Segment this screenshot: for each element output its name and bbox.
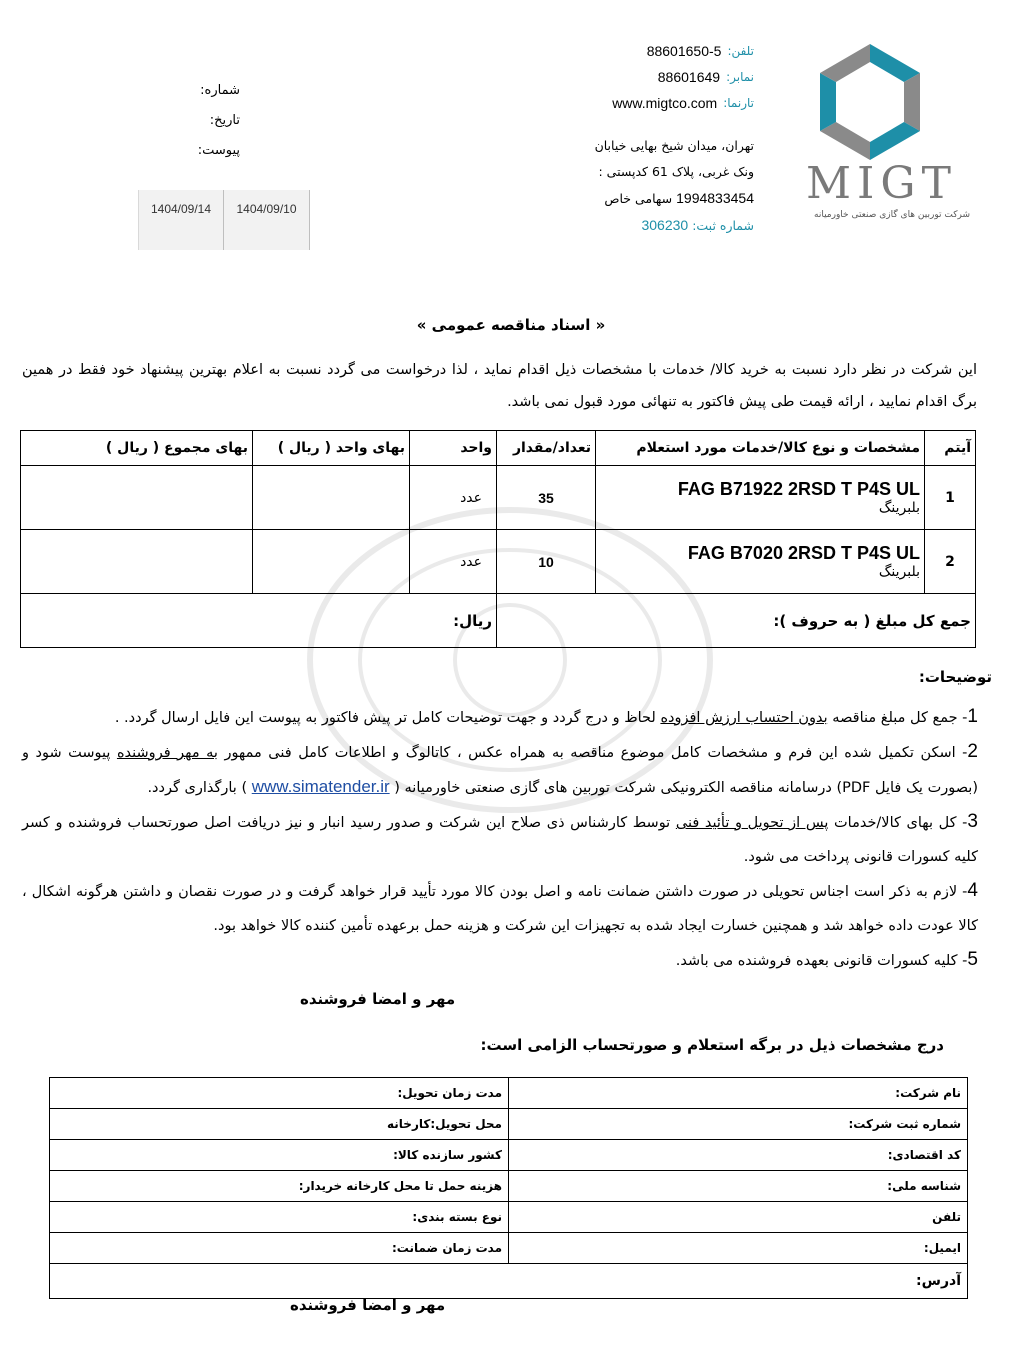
currency-label[interactable]: ریال:: [21, 594, 497, 648]
note-number: 5: [967, 949, 978, 970]
phone-label: تلفن:: [727, 44, 754, 58]
info-row: [50, 1140, 968, 1171]
fax-label: نمابر:: [726, 70, 754, 84]
note-underline: به مهر فروشنده: [116, 745, 218, 761]
note-text: - اسکن تکمیل شده این فرم و مشخصات کامل موضوع مناقصه به همراه عکس ، کاتالوگ و اطلاعات کامل فنی ممهور: [217, 745, 968, 761]
info-field-left[interactable]: مدت زمان ضمانت:: [50, 1233, 509, 1264]
notes-list: [22, 700, 978, 978]
attachment-label: پیوست:: [197, 143, 240, 158]
row-desc: بلبرینگ: [878, 500, 920, 516]
row-total-price-cell[interactable]: [21, 466, 253, 530]
date-value-1: 1404/09/14: [138, 190, 224, 250]
company-logo: [800, 30, 990, 230]
fax-value: 88601649: [657, 69, 721, 85]
note-text: - لازم به ذکر است اجناس تحویلی در صورت داشتن ضمانت نامه و اصل بودن کالا مورد تأیید قرار خواهد گرفت و در صورت نقصان و داشتن هرگونه اشکال ، کالا عودت داده خواهد شد و همچنین خسارت ایجاد شده به تجهیزات این شرکت و هزینه حمل برعهده تأمین کننده کالا خواهد بود.: [22, 884, 978, 934]
page-title: « اسناد مناقصه عمومی »: [416, 316, 606, 334]
info-field-right[interactable]: ایمیل:: [509, 1233, 968, 1264]
note-number: 2: [967, 741, 978, 762]
row-qty: 10: [497, 530, 596, 594]
info-field-left[interactable]: محل تحویل:کارخانه: [50, 1109, 509, 1140]
website-label: تارنما:: [723, 96, 754, 110]
note-2: [22, 735, 978, 805]
intro-text: این شرکت در نظر دارد نسبت به خرید کالا/ خدمات با مشخصات ذیل اقدام نماید ، لذا درخواست می گردد نسبت به اعلام بهترین پیشنهاد خود فقط در همین برگ اقدام نمایید ، ارائه قیمت طی پیش فاکتور به تنهائی مورد قبول نمی باشد.: [22, 362, 977, 410]
header-unit: واحد: [410, 431, 497, 466]
info-row: [50, 1233, 968, 1264]
table-row: [21, 530, 976, 594]
logo-text: MIGT: [806, 158, 957, 209]
row-desc: بلبرینگ: [878, 564, 920, 580]
note-text: ) بارگذاری گردد.: [147, 780, 252, 796]
info-field-right[interactable]: تلفن: [509, 1202, 968, 1233]
header-total-price: بهای مجموع ( ریال ): [21, 431, 253, 466]
info-field-left[interactable]: مدت زمان تحویل:: [50, 1078, 509, 1109]
date-label: تاریخ:: [209, 113, 240, 128]
meta-labels: [160, 76, 240, 166]
info-field-right[interactable]: کد اقتصادی:: [509, 1140, 968, 1171]
row-unit: عدد: [410, 466, 497, 530]
info-field-right[interactable]: شماره ثبت شرکت:: [509, 1109, 968, 1140]
logo-subtitle: شرکت توربین های گازی صنعتی خاورمیانه: [814, 210, 970, 220]
note-number: 1: [967, 706, 978, 727]
note-number: 4: [967, 880, 978, 901]
table-row: [21, 466, 976, 530]
info-field-left[interactable]: نوع بسته بندی:: [50, 1202, 509, 1233]
postal-code: 1994833454: [676, 190, 754, 206]
row-code: FAG B71922 2RSD T P4S UL: [677, 479, 920, 499]
total-row: [21, 594, 976, 648]
info-field-left[interactable]: هزینه حمل تا محل کارخانه خریدار:: [50, 1171, 509, 1202]
seller-stamp-label-bottom: مهر و امضا فروشنده: [290, 1296, 446, 1314]
address-field[interactable]: آدرس:: [50, 1264, 968, 1299]
address-line-2: ونک غربی، پلاک 61 کدپستی :: [598, 164, 754, 179]
header-item: آیتم: [925, 431, 976, 466]
table-header-row: [21, 431, 976, 466]
reg-number: 306230: [641, 217, 689, 233]
date-value-2: 1404/09/10: [224, 190, 310, 250]
requirements-title: درج مشخصات ذیل در برگه استعلام و صورتحساب الزامی است:: [480, 1036, 944, 1054]
info-row: [50, 1078, 968, 1109]
notes-title: توضیحات:: [918, 668, 992, 686]
header-spec: مشخصات و نوع کالا/خدمات مورد استعلام: [596, 431, 925, 466]
info-row: [50, 1264, 968, 1299]
row-item: 1: [925, 466, 976, 530]
row-total-price-cell[interactable]: [21, 530, 253, 594]
info-field-right[interactable]: شناسه ملی:: [509, 1171, 968, 1202]
address-line-1: تهران، میدان شیخ بهایی خیابان: [594, 138, 754, 153]
row-unit: عدد: [410, 530, 497, 594]
info-table: [49, 1077, 968, 1299]
number-label: شماره:: [200, 83, 240, 98]
note-5: [22, 943, 978, 978]
contact-block: [554, 38, 754, 116]
company-type: سهامی خاص: [604, 191, 673, 206]
note-number: 3: [967, 811, 978, 832]
note-text: توسط کارشناس ذی صلاح این شرکت و صدور رسید انبار و نیز دریافت اصل صورتحساب فروشنده و کسر کلیه کسورات قانونی پرداخت می شود.: [22, 815, 978, 865]
row-spec: [596, 466, 925, 530]
date-box: [138, 190, 310, 250]
row-item: 2: [925, 530, 976, 594]
note-3: [22, 805, 978, 874]
header-qty: تعداد/مقدار: [497, 431, 596, 466]
row-qty: 35: [497, 466, 596, 530]
note-1: [22, 700, 978, 735]
note-text: - کلیه کسورات قانونی بعهده فروشنده می باشد.: [675, 953, 968, 969]
info-field-right[interactable]: نام شرکت:: [509, 1078, 968, 1109]
header-unit-price: بهای واحد ( ریال ): [253, 431, 410, 466]
note-text: - کل بهای کالا/خدمات: [828, 815, 968, 831]
info-row: [50, 1202, 968, 1233]
simatender-link[interactable]: www.simatender.ir: [251, 777, 390, 796]
row-code: FAG B7020 2RSD T P4S UL: [687, 543, 920, 563]
total-label: جمع کل مبلغ ( به حروف ):: [497, 594, 976, 648]
note-text: لحاظ و درج گردد و جهت توضیحات کامل تر پیش فاکتور به پیوست این فایل ارسال گردد. .: [114, 710, 661, 726]
reg-label: شماره ثبت:: [692, 218, 754, 233]
note-underline: پس از تحویل و تأئید فنی: [675, 815, 829, 831]
info-field-left[interactable]: کشور سازنده کالا:: [50, 1140, 509, 1171]
website-value[interactable]: www.migtco.com: [612, 95, 718, 111]
seller-stamp-label: مهر و امضا فروشنده: [300, 990, 456, 1008]
note-4: [22, 874, 978, 943]
items-table: [20, 430, 976, 648]
note-text: - جمع کل مبلغ مناقصه: [827, 710, 968, 726]
row-spec: [596, 530, 925, 594]
row-unit-price-cell[interactable]: [253, 466, 410, 530]
phone-value: 88601650-5: [646, 43, 722, 59]
note-text: پیوست شود و (بصورت یک فایل PDF) درسامانه مناقصه الکترونیکی شرکت توربین های گازی صنعتی خاورمیانه (: [22, 745, 978, 796]
row-unit-price-cell[interactable]: [253, 530, 410, 594]
info-row: [50, 1171, 968, 1202]
info-row: [50, 1109, 968, 1140]
note-underline: بدون احتساب ارزش افزوده: [660, 710, 828, 726]
address-block: [544, 133, 754, 239]
